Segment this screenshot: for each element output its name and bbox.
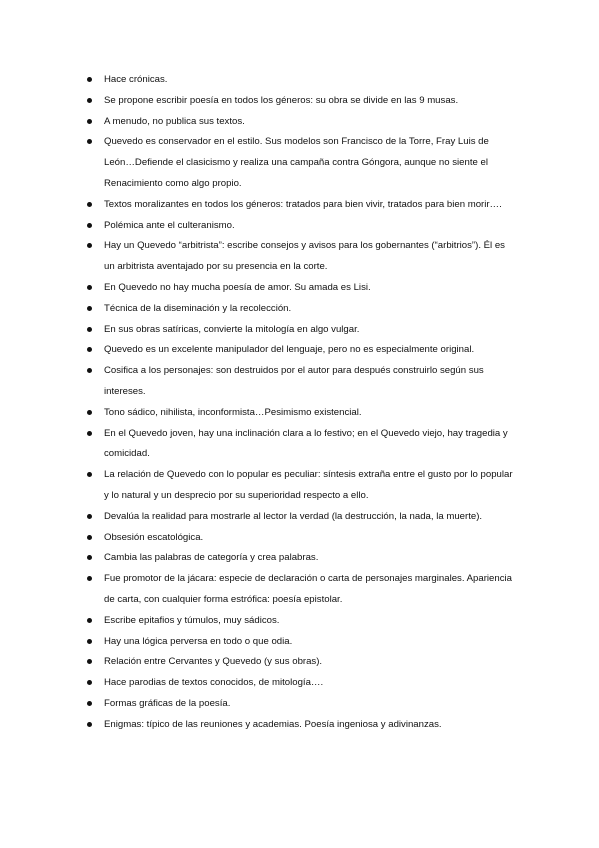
list-item-text: Cambia las palabras de categoría y crea palabras. [104, 552, 319, 564]
list-item [88, 278, 518, 299]
bullet-icon [87, 639, 92, 644]
list-item [88, 548, 518, 569]
list-item [88, 424, 518, 466]
bullet-icon [87, 659, 92, 664]
bullet-icon [87, 306, 92, 311]
list-item-text: Hace crónicas. [104, 74, 168, 85]
list-item [88, 694, 518, 715]
bullet-icon [87, 347, 92, 352]
list-item-text: Fue promotor de la jácara: especie de declaración o carta de personajes marginales. Apariencia de carta, con cualquier forma estrófica: poesía epistolar. [104, 573, 512, 605]
bullet-icon [87, 576, 92, 581]
list-item [88, 652, 518, 673]
bullet-icon [87, 327, 92, 332]
list-item [88, 299, 518, 320]
bullet-icon [87, 472, 92, 477]
list-item [88, 70, 518, 91]
list-item [88, 112, 518, 133]
list-item [88, 195, 518, 216]
list-item [88, 340, 518, 361]
list-item-text: Cosifica a los personajes: son destruidos por el autor para después construirlo según sus intereses. [104, 365, 484, 397]
bullet-icon [87, 119, 92, 124]
bullet-icon [87, 722, 92, 727]
list-item [88, 528, 518, 549]
list-item [88, 361, 518, 403]
list-item-text: Quevedo es conservador en el estilo. Sus modelos son Francisco de la Torre, Fray Luis de León…Defiende el clasicismo y realiza una campaña contra Góngora, aunque no siente el Renacimiento como algo propio. [104, 136, 489, 189]
list-item-text: Hace parodias de textos conocidos, de mitología…. [104, 677, 324, 689]
bullet-icon [87, 431, 92, 436]
bullet-icon [87, 555, 92, 560]
bullet-icon [87, 368, 92, 373]
list-item [88, 715, 518, 736]
list-item [88, 216, 518, 237]
list-item-text: Devalúa la realidad para mostrarle al lector la verdad (la destrucción, la nada, la muerte). [104, 510, 483, 522]
list-item-text: Quevedo es un excelente manipulador del lenguaje, pero no es especialmente original. [104, 344, 475, 356]
bullet-icon [87, 223, 92, 228]
bullet-icon [87, 98, 92, 103]
list-item-text: Hay un Quevedo “arbitrista”: escribe consejos y avisos para los gobernantes (“arbitrios”). Él es un arbitrista aventajado por su presencia en la corte. [104, 240, 505, 273]
bullet-icon [87, 680, 92, 685]
bullet-icon [87, 701, 92, 706]
list-item-text: En Quevedo no hay mucha poesía de amor. Su amada es Lisi. [104, 281, 371, 293]
list-item [88, 569, 518, 611]
list-item-text: Formas gráficas de la poesía. [104, 697, 231, 709]
bullet-icon [87, 535, 92, 540]
bullet-icon [87, 202, 92, 207]
list-item-text: Textos moralizantes en todos los géneros: tratados para bien vivir, tratados para bien morir…. [104, 198, 502, 210]
bullet-icon [87, 514, 92, 519]
list-item [88, 507, 518, 528]
list-item-text: Escribe epitafios y túmulos, muy sádicos. [104, 614, 280, 626]
list-item [88, 465, 518, 507]
list-item-text: La relación de Quevedo con lo popular es peculiar: síntesis extraña entre el gusto por lo popular y lo natural y un desprecio por su superioridad respecto a ello. [104, 469, 513, 501]
list-item-text: En sus obras satíricas, convierte la mitología en algo vulgar. [104, 323, 360, 335]
list-item [88, 132, 518, 194]
bullet-icon [87, 243, 92, 248]
list-item-text: Se propone escribir poesía en todos los géneros: su obra se divide en las 9 musas. [104, 94, 459, 106]
bullet-icon [87, 77, 92, 82]
list-item-text: Hay una lógica perversa en todo o que odia. [104, 635, 293, 647]
list-item [88, 236, 518, 278]
list-item [88, 403, 518, 424]
list-item-text: A menudo, no publica sus textos. [104, 115, 245, 127]
bullet-list [88, 70, 518, 736]
list-item-text: Polémica ante el culteranismo. [104, 219, 235, 231]
list-item-text: Relación entre Cervantes y Quevedo (y sus obras). [104, 656, 323, 668]
list-item [88, 91, 518, 112]
list-item [88, 611, 518, 632]
list-item-text: En el Quevedo joven, hay una inclinación clara a lo festivo; en el Quevedo viejo, hay tragedia y comicidad. [104, 427, 508, 460]
list-item [88, 632, 518, 653]
bullet-icon [87, 285, 92, 290]
list-item-text: Enigmas: típico de las reuniones y academias. Poesía ingeniosa y adivinanzas. [104, 718, 442, 730]
bullet-icon [87, 410, 92, 415]
bullet-icon [87, 139, 92, 144]
list-item-text: Técnica de la diseminación y la recolección. [104, 302, 292, 314]
list-item-text: Tono sádico, nihilista, inconformista…Pesimismo existencial. [104, 406, 362, 418]
list-item-text: Obsesión escatológica. [104, 531, 204, 543]
bullet-icon [87, 618, 92, 623]
list-item [88, 673, 518, 694]
list-item [88, 320, 518, 341]
